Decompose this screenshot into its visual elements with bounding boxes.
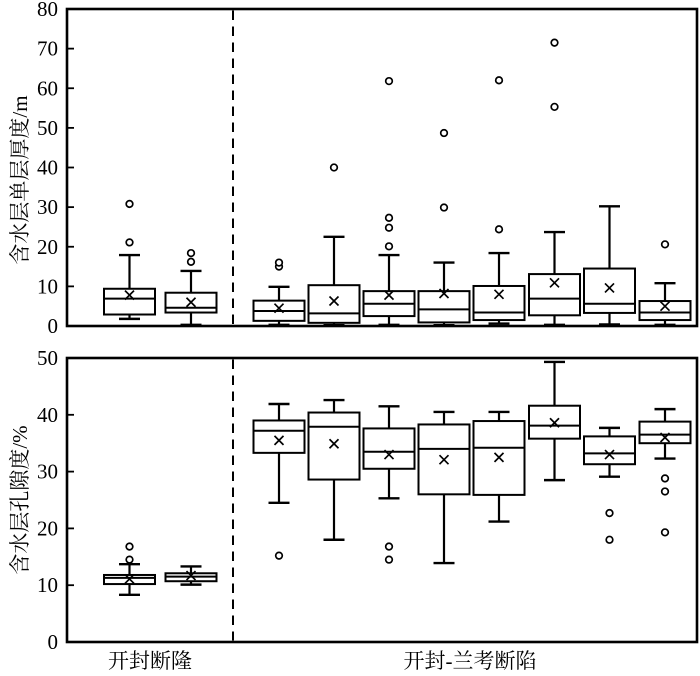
outlier-point <box>126 543 133 550</box>
outlier-point <box>386 243 393 250</box>
panel-0 <box>37 0 697 338</box>
bottom-y-axis-title: 含水层孔隙度/% <box>8 425 32 575</box>
box-plot-0-1 <box>166 250 217 325</box>
panel-1 <box>37 346 697 654</box>
y-tick-label: 40 <box>37 402 58 427</box>
iqr-box <box>419 291 470 322</box>
box-plot-1-2 <box>254 404 305 559</box>
outlier-point <box>441 130 448 137</box>
outlier-point <box>386 215 393 222</box>
box-plot-1-0 <box>104 543 155 595</box>
box-plot-0-7 <box>529 39 580 324</box>
box-plot-1-5 <box>419 412 470 563</box>
outlier-point <box>188 250 195 257</box>
iqr-box <box>364 428 415 468</box>
box-plot-1-4 <box>364 406 415 563</box>
outlier-point <box>441 204 448 211</box>
outlier-point <box>606 510 613 517</box>
box-plot-1-1 <box>166 566 217 584</box>
y-tick-label: 30 <box>37 459 58 484</box>
outlier-point <box>496 226 503 233</box>
box-plot-0-9 <box>640 241 691 325</box>
iqr-box <box>309 285 360 323</box>
y-tick-label: 40 <box>37 155 58 180</box>
box-plot-0-3 <box>309 164 360 325</box>
iqr-box <box>474 286 525 320</box>
panels <box>37 0 697 654</box>
outlier-point <box>126 239 133 246</box>
outlier-point <box>662 529 669 536</box>
outlier-point <box>386 78 393 85</box>
outlier-point <box>126 201 133 208</box>
outlier-point <box>188 259 195 266</box>
outlier-point <box>386 543 393 550</box>
box-plot-0-6 <box>474 77 525 324</box>
y-tick-label: 0 <box>47 630 58 654</box>
y-tick-label: 50 <box>37 115 58 140</box>
y-tick-label: 20 <box>37 516 58 541</box>
outlier-point <box>276 259 283 266</box>
y-tick-label: 20 <box>37 234 58 259</box>
box-plot-0-0 <box>104 201 155 319</box>
outlier-point <box>551 104 558 111</box>
y-tick-label: 70 <box>37 36 58 61</box>
iqr-box <box>640 422 691 444</box>
top-y-axis-title: 含水层单层厚度/m <box>8 95 32 265</box>
y-tick-label: 80 <box>37 0 58 21</box>
y-tick-label: 0 <box>47 314 58 338</box>
outlier-point <box>386 224 393 231</box>
outlier-point <box>606 536 613 543</box>
outlier-point <box>126 556 133 563</box>
outlier-point <box>662 241 669 248</box>
iqr-box <box>640 301 691 320</box>
y-tick-label: 50 <box>37 346 58 370</box>
outlier-point <box>551 39 558 46</box>
box-plot-0-8 <box>584 206 635 324</box>
outlier-point <box>496 77 503 84</box>
outlier-point <box>662 475 669 482</box>
iqr-box <box>309 413 360 480</box>
box-plot-1-7 <box>529 362 580 480</box>
iqr-box <box>254 420 305 452</box>
iqr-box <box>529 274 580 315</box>
outlier-point <box>386 556 393 563</box>
box-plot-0-4 <box>364 78 415 325</box>
x-group-label-depression: 开封-兰考断陷 <box>403 649 537 673</box>
box-plot-0-2 <box>254 259 305 325</box>
iqr-box <box>104 289 155 315</box>
y-tick-label: 10 <box>37 274 58 299</box>
iqr-box <box>584 436 635 464</box>
outlier-point <box>662 488 669 495</box>
x-group-label-uplift: 开封断隆 <box>108 649 192 673</box>
box-plot-1-6 <box>474 412 525 522</box>
box-plot-1-3 <box>309 400 360 540</box>
box-plot-0-5 <box>419 130 470 325</box>
box-plot-1-8 <box>584 428 635 543</box>
plot-frame <box>67 358 697 642</box>
iqr-box <box>584 269 635 313</box>
y-tick-label: 10 <box>37 573 58 598</box>
y-tick-label: 60 <box>37 76 58 101</box>
outlier-point <box>276 552 283 559</box>
box-plot-1-9 <box>640 409 691 536</box>
y-tick-label: 30 <box>37 195 58 220</box>
outlier-point <box>331 164 338 171</box>
